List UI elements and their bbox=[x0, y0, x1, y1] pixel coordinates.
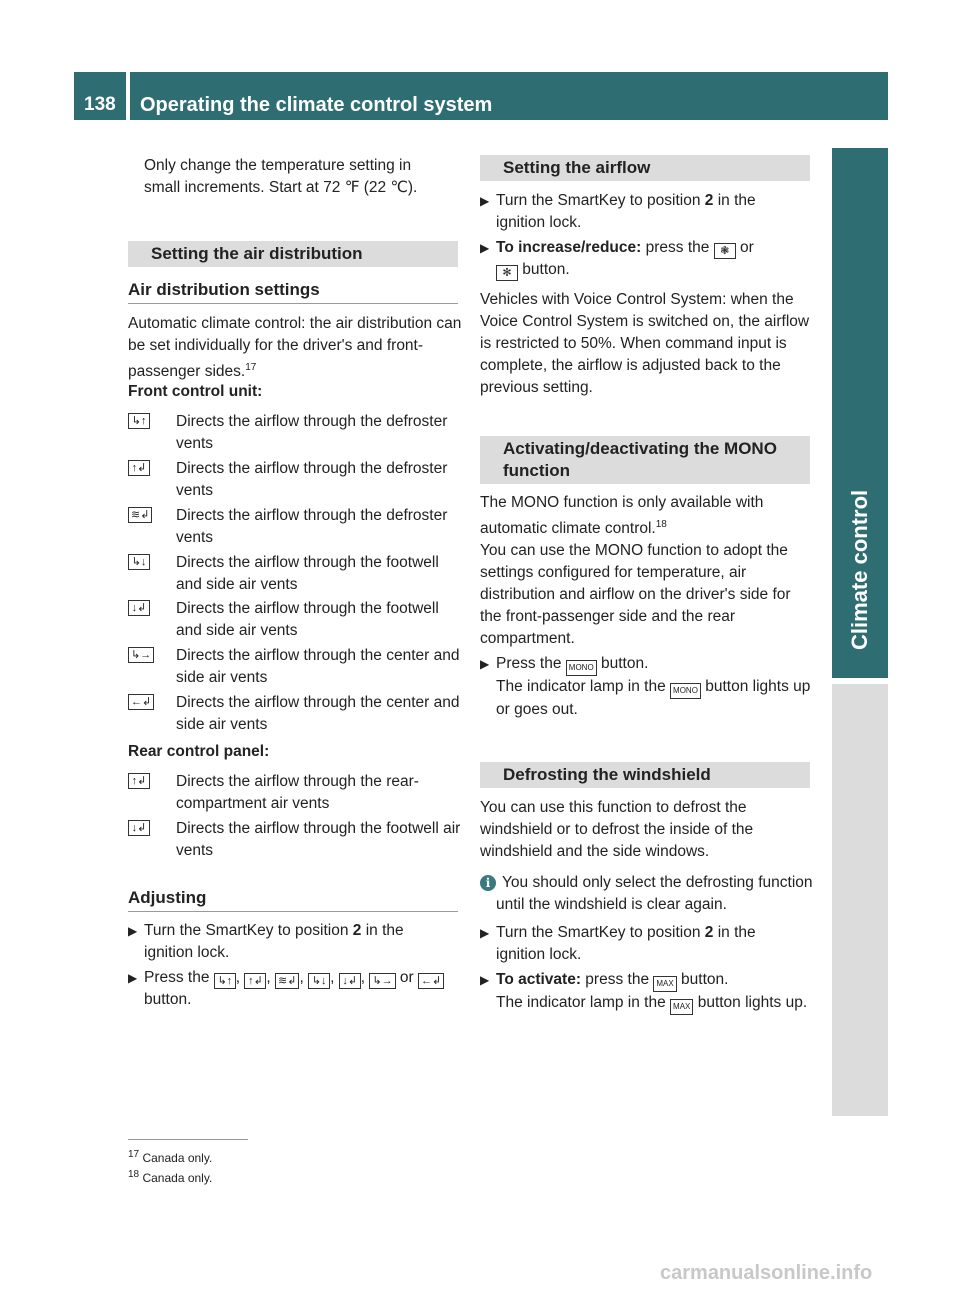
step-text: , bbox=[360, 969, 366, 986]
side-tab-label: Climate control bbox=[847, 489, 872, 650]
step bbox=[480, 237, 810, 281]
side-tab-gray bbox=[832, 684, 888, 1116]
step-text: Press the bbox=[144, 969, 210, 986]
info-text: You should only select the defrosting function until the windshield is clear again. bbox=[496, 874, 813, 913]
mono-paragraph-2: You can use the MONO function to adopt the settings configured for temperature, air distribution and airflow on the driver's side for the front-passenger side and the rear compartment. bbox=[480, 542, 791, 647]
voice-control-paragraph: Vehicles with Voice Control System: when the Voice Control System is switched on, the airflow is restricted to 50%. When command input is complete, the airflow is adjusted back to the previous setting. bbox=[480, 291, 810, 396]
list-item bbox=[128, 771, 458, 815]
list-item bbox=[128, 692, 458, 736]
step-text: in the ignition lock. bbox=[496, 924, 756, 963]
footnote-ref: 17 bbox=[245, 362, 257, 373]
section-heading-mono bbox=[480, 436, 810, 484]
fan-decrease-icon: ✻ bbox=[496, 265, 518, 281]
step bbox=[480, 190, 800, 234]
defrost-paragraph: You can use this function to defrost the windshield or to defrost the inside of the windshield and the side windows. bbox=[480, 799, 754, 860]
page-title: Operating the climate control system bbox=[130, 72, 888, 120]
step-arrow-icon: ▶ bbox=[128, 924, 138, 938]
front-control-label: Front control unit: bbox=[128, 383, 263, 400]
step-text: button lights up or goes out. bbox=[496, 678, 811, 718]
step-text: , bbox=[266, 969, 271, 986]
defrost-airflow-icon: ↑↲ bbox=[128, 460, 150, 476]
step-text: The indicator lamp in the bbox=[496, 678, 671, 695]
list-item-text: Directs the airflow through the center and side air vents bbox=[176, 694, 460, 733]
step bbox=[480, 653, 814, 721]
center-airflow-icon: ↳→ bbox=[128, 647, 154, 663]
mono-button-icon: MONO bbox=[670, 683, 701, 699]
step-text: , bbox=[235, 969, 241, 986]
step-text: button. bbox=[676, 971, 729, 988]
defrost-airflow-icon: ↳↑ bbox=[128, 413, 150, 429]
step-arrow-icon: ▶ bbox=[480, 194, 490, 208]
step-bold: 2 bbox=[704, 924, 714, 941]
list-item bbox=[128, 458, 458, 502]
step-text: in the ignition lock. bbox=[496, 192, 756, 231]
fan-increase-icon: ❃ bbox=[714, 243, 736, 259]
footnote-number: 18 bbox=[128, 1169, 140, 1180]
list-item-text: Directs the airflow through the footwell and side air vents bbox=[176, 554, 439, 593]
footwell-airflow-icon: ↓↲ bbox=[128, 600, 150, 616]
step-text: Turn the SmartKey to position bbox=[496, 192, 705, 209]
step-bold: To increase/reduce: bbox=[496, 239, 642, 256]
section-heading-air-distribution: Setting the air distribution bbox=[128, 241, 458, 267]
step-arrow-icon: ▶ bbox=[480, 241, 490, 255]
step bbox=[480, 969, 814, 1015]
subheading-air-distribution-settings: Air distribution settings bbox=[128, 280, 458, 304]
step-text: or bbox=[735, 239, 754, 256]
footnote-text: Canada only. bbox=[139, 1151, 213, 1165]
list-item bbox=[128, 552, 458, 596]
step-text: in the ignition lock. bbox=[144, 922, 404, 961]
footwell-airflow-icon: ↓↲ bbox=[339, 973, 361, 989]
page-number: 138 bbox=[74, 72, 126, 120]
section-heading-defrost: Defrosting the windshield bbox=[480, 762, 810, 788]
list-item bbox=[128, 505, 458, 549]
list-item bbox=[128, 818, 461, 862]
step-arrow-icon: ▶ bbox=[480, 973, 490, 987]
heading-line: Activating/deactivating the MONO bbox=[503, 439, 777, 458]
step-text: , bbox=[330, 969, 335, 986]
step-text: Turn the SmartKey to position bbox=[496, 924, 705, 941]
section-heading-airflow: Setting the airflow bbox=[480, 155, 810, 181]
step-bold: To activate: bbox=[496, 971, 581, 988]
step-text: press the bbox=[581, 971, 654, 988]
side-tab-label-box bbox=[832, 148, 888, 678]
air-distribution-paragraph bbox=[128, 313, 462, 383]
step-text: Press the bbox=[496, 655, 566, 672]
step bbox=[480, 922, 800, 966]
watermark: carmanualsonline.info bbox=[660, 1262, 873, 1284]
step-arrow-icon: ▶ bbox=[128, 971, 138, 985]
list-item-text: Directs the airflow through the defroster vents bbox=[176, 413, 448, 452]
footnote-text: Canada only. bbox=[139, 1171, 213, 1185]
windshield-airflow-icon: ≋↲ bbox=[275, 973, 299, 989]
defrost-airflow-icon: ↳↑ bbox=[214, 973, 236, 989]
step-arrow-icon: ▶ bbox=[480, 926, 490, 940]
rear-control-label: Rear control panel: bbox=[128, 743, 270, 760]
center-airflow-icon: ↳→ bbox=[369, 973, 395, 989]
list-item-text: Directs the airflow through the defroster vents bbox=[176, 507, 448, 546]
list-item bbox=[128, 645, 458, 689]
footnote bbox=[128, 1165, 212, 1188]
footwell-airflow-icon: ↳↓ bbox=[128, 554, 150, 570]
max-defrost-icon: MAX bbox=[653, 976, 676, 992]
step-text: button. bbox=[518, 261, 570, 278]
mono-button-icon: MONO bbox=[566, 660, 597, 676]
step-text: or bbox=[399, 969, 414, 986]
mono-paragraph-1 bbox=[480, 492, 814, 540]
footnote-divider bbox=[128, 1139, 248, 1140]
info-note bbox=[480, 872, 814, 916]
windshield-airflow-icon: ≋↲ bbox=[128, 507, 152, 523]
subheading-adjusting: Adjusting bbox=[128, 888, 458, 912]
step-text: button lights up. bbox=[693, 994, 808, 1011]
list-item bbox=[128, 598, 458, 642]
list-item-text: Directs the airflow through the footwell air vents bbox=[176, 820, 461, 859]
defrost-airflow-icon: ↑↲ bbox=[244, 973, 266, 989]
info-icon: i bbox=[480, 875, 496, 891]
rear-airflow-icon: ↑↲ bbox=[128, 773, 150, 789]
center-airflow-icon: ←↲ bbox=[128, 694, 154, 710]
step-text: , bbox=[299, 969, 304, 986]
footwell-airflow-icon: ↳↓ bbox=[308, 973, 330, 989]
footnote-ref: 18 bbox=[655, 519, 667, 530]
footnote-number: 17 bbox=[128, 1149, 140, 1160]
step-text: Turn the SmartKey to position bbox=[144, 922, 353, 939]
step-bold: 2 bbox=[352, 922, 362, 939]
footwell-airflow-icon: ↓↲ bbox=[128, 820, 150, 836]
step bbox=[128, 967, 458, 1011]
max-defrost-icon: MAX bbox=[670, 999, 693, 1015]
step-arrow-icon: ▶ bbox=[480, 657, 490, 671]
step-text: button. bbox=[596, 655, 649, 672]
intro-text: Only change the temperature setting in small increments. Start at 72 ℉ (22 ℃). bbox=[144, 157, 418, 196]
list-item-text: Directs the airflow through the footwell and side air vents bbox=[176, 600, 439, 639]
step-text: button. bbox=[144, 991, 192, 1008]
paragraph-text: The MONO function is only available with automatic climate control. bbox=[480, 494, 764, 538]
step-text: The indicator lamp in the bbox=[496, 994, 671, 1011]
step-bold: 2 bbox=[704, 192, 714, 209]
step-text: press the bbox=[641, 239, 714, 256]
heading-line: function bbox=[503, 461, 571, 480]
paragraph-text: Automatic climate control: the air distribution can be set individually for the driver's and front-passenger sides. bbox=[128, 315, 462, 381]
list-item-text: Directs the airflow through the defroster vents bbox=[176, 460, 448, 499]
step bbox=[128, 920, 448, 964]
center-airflow-icon: ←↲ bbox=[418, 973, 444, 989]
list-item bbox=[128, 411, 458, 455]
list-item-text: Directs the airflow through the rear-compartment air vents bbox=[176, 773, 419, 812]
list-item-text: Directs the airflow through the center and side air vents bbox=[176, 647, 460, 686]
